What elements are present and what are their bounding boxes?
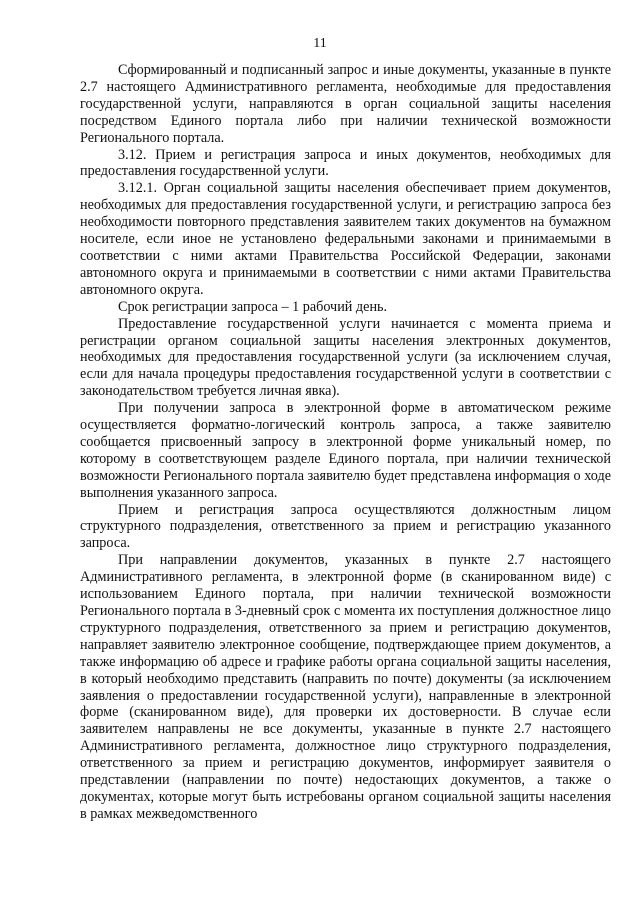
document-body: [80, 62, 611, 823]
paragraph-service-start: Предоставление государственной услуги начинается с момента приема и регистрации органом социальной защиты населения электронных документов, необходимых для предоставления государственной услуги (за исключением случая, если для начала процедуры предоставления государственной услуги в соответствии с законодательством требуется личная явка).: [80, 315, 611, 400]
paragraph-3-12-1: 3.12.1. Орган социальной защиты населения обеспечивает прием документов, необходимых для предоставления государственной услуги, и регистрацию запроса без необходимости повторного представления заявителем таких документов на бумажном носителе, если иное не установлено федеральными законами и принимаемыми в соответствии с ними актами Правительства Российской Федерации, законами автономного округа и принимаемыми в соответствии с ними актами Правительства автономного округа.: [80, 180, 611, 298]
heading-section-3-12: 3.12. Прием и регистрация запроса и иных документов, необходимых для предоставления государственной услуги.: [80, 146, 611, 180]
paragraph-submission: Сформированный и подписанный запрос и иные документы, указанные в пункте 2.7 настоящего Административного регламента, необходимые для предоставления государственной услуги, направляются в орган социальной защиты населения посредством Единого портала либо при наличии технической возможности Регионального портала.: [80, 62, 611, 146]
paragraph-document-submission: При направлении документов, указанных в пункте 2.7 настоящего Административного регламента, в электронной форме (в сканированном виде) с использованием Единого портала, при наличии технической возможности Регионального портала в 3-дневный срок с момента их поступления должностное лицо структурного подразделения, ответственного за прием и регистрацию документов, направляет заявителю электронное сообщение, подтверждающее прием документов, а также информацию об адресе и графике работы органа социальной защиты населения, в который необходимо представить (направить по почте) документы (за исключением заявления о предоставлении государственной услуги), направленные в электронной форме (сканированном виде), для проверки их достоверности. В случае если заявителем направлены не все документы, указанные в пункте 2.7 настоящего Административного регламента, должностное лицо структурного подразделения, ответственного за прием и регистрацию документов, информирует заявителя о представлении (направлении по почте) недостающих документов, а также о документах, которые могут быть истребованы органом социальной защиты населения в рамках межведомственного: [80, 552, 611, 822]
paragraph-responsible-official: Прием и регистрация запроса осуществляются должностным лицом структурного подразделения, ответственного за прием и регистрацию указанного запроса.: [80, 501, 611, 552]
page-number: 11: [313, 36, 327, 51]
paragraph-registration-term: Срок регистрации запроса – 1 рабочий день.: [118, 298, 388, 315]
paragraph-electronic-request: При получении запроса в электронной форме в автоматическом режиме осуществляется форматно-логический контроль запроса, а также заявителю сообщается присвоенный запросу в электронной форме уникальный номер, по которому в соответствующем разделе Единого портала, при наличии технической возможности Регионального портала заявителю будет представлена информация о ходе выполнения указанного запроса.: [80, 400, 611, 501]
